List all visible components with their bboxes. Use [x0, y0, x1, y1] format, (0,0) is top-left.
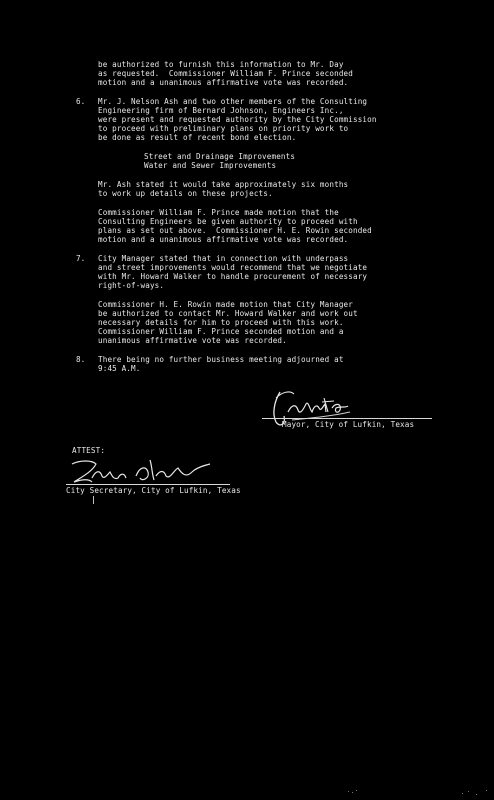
- stray-mark: [93, 496, 94, 504]
- item-6-number: 6.: [76, 97, 86, 106]
- intro-line-1: be authorized to furnish this information to Mr. Day: [98, 60, 344, 69]
- item-6-p1-line-2: Engineering firm of Bernard Johnson, Engineers Inc.,: [98, 106, 344, 115]
- item-7-p2-line-4: Commissioner William F. Prince seconded motion and a: [98, 327, 344, 336]
- item-6-list-line-1: Street and Drainage Improvements: [144, 152, 296, 161]
- scan-speck: [486, 790, 487, 791]
- item-6-p4-line-4: motion and a unanimous affirmative vote was recorded.: [98, 235, 349, 244]
- item-6-p1-line-5: be done as result of recent bond election.: [98, 133, 297, 142]
- mayor-caption: Mayor, City of Lufkin, Texas: [282, 420, 415, 429]
- item-7-p2-line-1: Commissioner H. E. Rowin made motion that City Manager: [98, 300, 353, 309]
- item-7-p2-line-2: be authorized to contact Mr. Howard Walker and work out: [98, 309, 358, 318]
- item-6-p3-line-2: to work up details on these projects.: [98, 189, 273, 198]
- item-6-p3-line-1: Mr. Ash stated it would take approximately six months: [98, 180, 349, 189]
- item-8-line-1: There being no further business meeting adjourned at: [98, 355, 344, 364]
- scan-speck: [356, 790, 357, 791]
- scan-speck: [352, 792, 353, 793]
- secretary-signature-line: [66, 484, 230, 485]
- item-7-p1-line-1: City Manager stated that in connection with underpass: [98, 254, 349, 263]
- item-6-p4-line-2: Consulting Engineers be given authority to proceed with: [98, 217, 358, 226]
- item-6-p4-line-3: plans as set out above. Commissioner H. E. Rowin seconded: [98, 226, 372, 235]
- item-7-p2-line-5: unanimous affirmative vote was recorded.: [98, 336, 287, 345]
- scan-speck: [462, 793, 463, 794]
- item-6-p1-line-3: were present and requested authority by the City Commission: [98, 115, 377, 124]
- scan-speck: [348, 791, 349, 792]
- item-7-number: 7.: [76, 254, 86, 263]
- item-7-p1-line-2: and street improvements would recommend that we negotiate: [98, 263, 368, 272]
- mayor-signature-line: [262, 418, 432, 419]
- item-6-p4-line-1: Commissioner William F. Prince made motion that the: [98, 208, 339, 217]
- scan-speck: [476, 794, 477, 795]
- secretary-caption: City Secretary, City of Lufkin, Texas: [66, 486, 241, 495]
- item-8-number: 8.: [76, 355, 86, 364]
- intro-line-3: motion and a unanimous affirmative vote was recorded.: [98, 78, 349, 87]
- item-6-p1-line-1: Mr. J. Nelson Ash and two other members of the Consulting: [98, 97, 368, 106]
- item-7-p1-line-4: right-of-ways.: [98, 281, 165, 290]
- attest-label: ATTEST:: [72, 446, 106, 455]
- item-7-p1-line-3: with Mr. Howard Walker to handle procurement of necessary: [98, 272, 368, 281]
- scan-speck: [468, 791, 469, 792]
- item-6-p1-line-4: to proceed with preliminary plans on priority work to: [98, 124, 349, 133]
- intro-line-2: as requested. Commissioner William F. Prince seconded: [98, 69, 353, 78]
- item-8-line-2: 9:45 A.M.: [98, 364, 141, 373]
- item-6-list-line-2: Water and Sewer Improvements: [144, 161, 277, 170]
- item-7-p2-line-3: necessary details for him to proceed with this work.: [98, 318, 344, 327]
